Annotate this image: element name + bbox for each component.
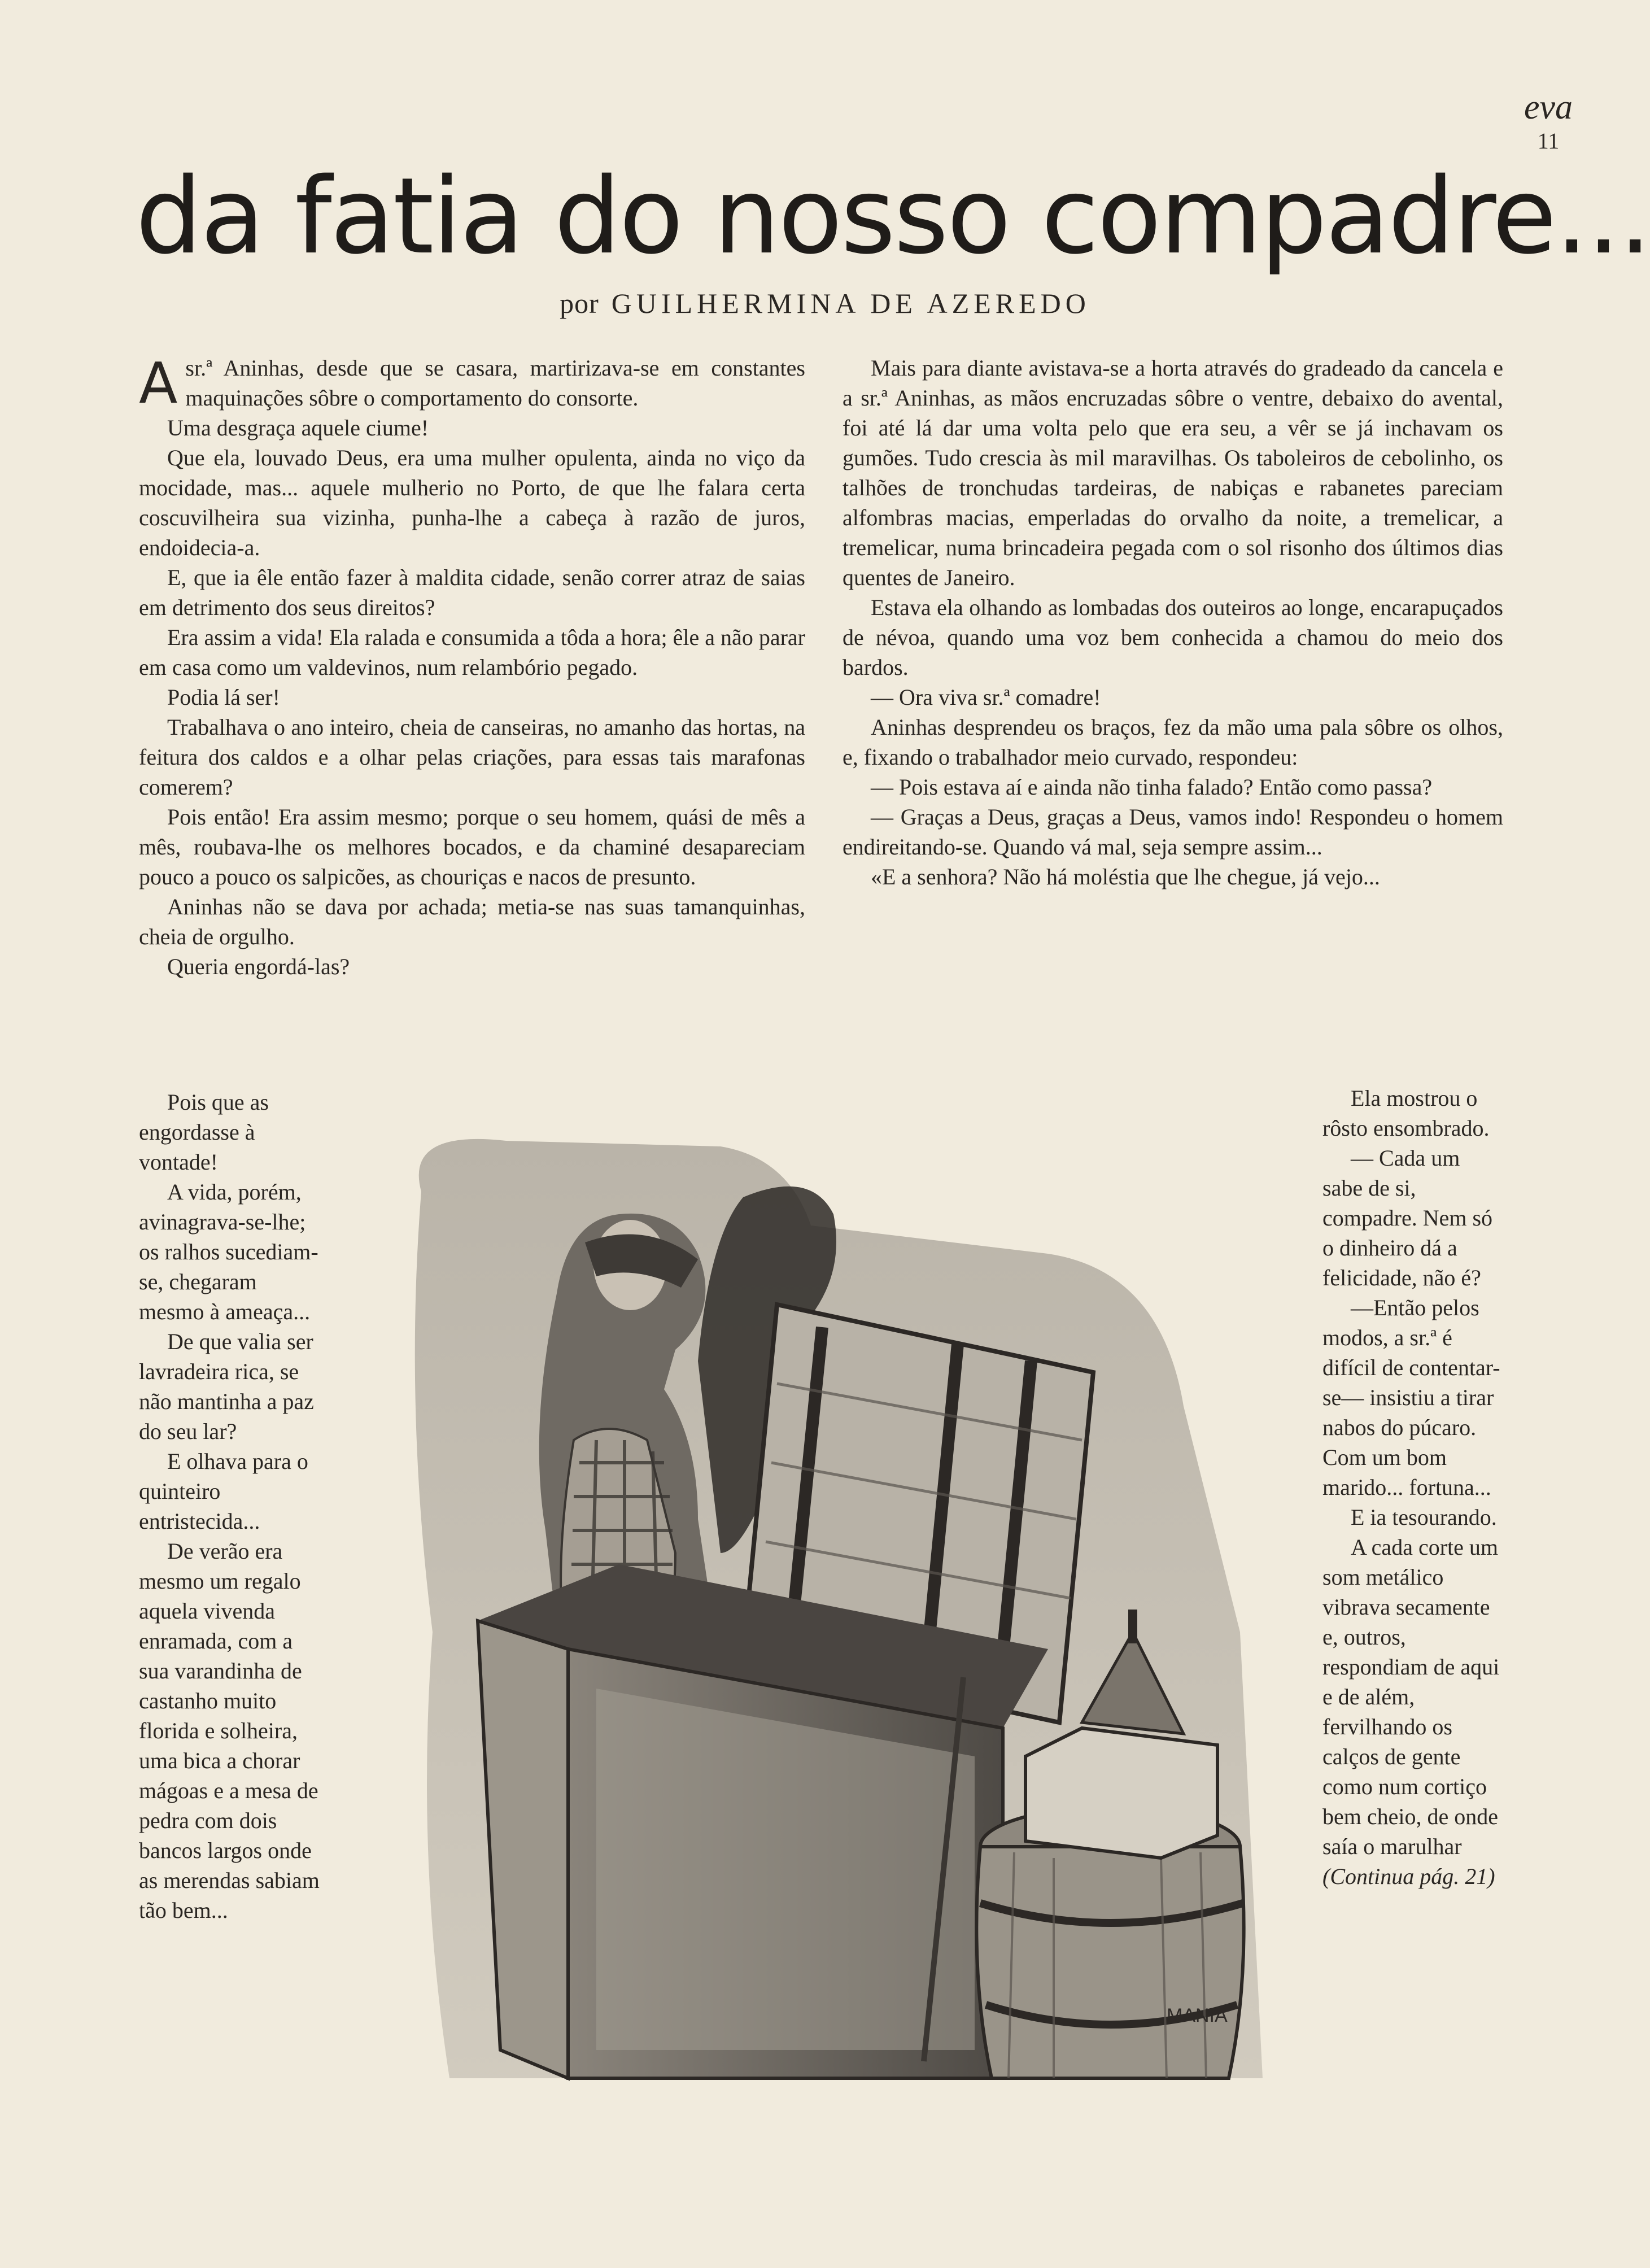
paragraph: E olhava para o quinteiro entristecida... xyxy=(139,1449,308,1534)
paragraph: — Ora viva sr.ª comadre! xyxy=(871,684,1101,710)
wooden-chest xyxy=(478,1564,1048,2078)
column-1-upper xyxy=(139,350,805,982)
drop-cap: A xyxy=(139,350,178,416)
paragraph: E ia tesourando. xyxy=(1351,1504,1497,1530)
column-1-narrow xyxy=(139,1087,320,1925)
paragraph: — Graças a Deus, graças a Deus, vamos indo! Respondeu o homem endireitando-se. Quando vá mal, seja sempre assim... xyxy=(843,804,1503,860)
continuation-note: (Continua pág. 21) xyxy=(1322,1864,1495,1889)
author-name: GUILHERMINA DE AZEREDO xyxy=(611,287,1090,319)
paragraph: «E a senhora? Não há moléstia que lhe chegue, já vejo... xyxy=(871,864,1380,889)
paragraph: Podia lá ser! xyxy=(167,684,280,710)
column-2-upper xyxy=(843,353,1503,892)
magazine-name: eva xyxy=(1524,88,1573,127)
paragraph: Trabalhava o ano inteiro, cheia de canseiras, no amanho das hortas, na feitura dos caldos e a olhar pelas criações, para essas tais marafonas comerem? xyxy=(139,714,805,800)
paragraph: Uma desgraça aquele ciume! xyxy=(167,415,429,440)
paragraph: Que ela, louvado Deus, era uma mulher opulenta, ainda no viço da mocidade, mas... aquele mulherio no Porto, de que lhe falara certa coscuvilheira sua vizinha, punha-lhe a cabeça à razão de juros, endoidecia-a. xyxy=(139,445,805,560)
paragraph: Era assim a vida! Ela ralada e consumida a tôda a hora; êle a não parar em casa como um valdevinos, num relambório pegado. xyxy=(139,625,805,680)
paragraph: — Cada um sabe de si, compadre. Nem só o dinheiro dá a felicidade, não é? xyxy=(1322,1145,1493,1290)
paragraph: Mais para diante avistava-se a horta através do gradeado da cancela e a sr.ª Aninhas, as mãos encruzadas sôbre o ventre, debaixo do avental, foi até lá dar uma volta pelo que era seu, a vêr se já inchavam os gumões. Tudo crescia às mil maravilhas. Os taboleiros de cebolinho, os talhões de tronchudas tardeiras, de nabiças e rabanetes pareciam alfombras macias, emperladas do orvalho da noite, a tremelicar, a tremelicar, numa brincadeira pegada com o sol risonho dos últimos dias quentes de Janeiro. xyxy=(843,355,1503,590)
illustration xyxy=(382,1124,1285,2090)
paragraph: De que valia ser lavradeira rica, se não mantinha a paz do seu lar? xyxy=(139,1329,314,1444)
paragraph: De verão era mesmo um regalo aquela vivenda enramada, com a sua varandinha de castanho muito florida e solheira, uma bica a chorar mágoas e a mesa de pedra com dois bancos largos onde as merendas sabiam tão bem... xyxy=(139,1538,320,1923)
paragraph-text: A cada corte um som metálico vibrava secamente e, outros, respondiam de aqui e de além, fervilhando os calços de gente como num cortiço bem cheio, de onde saía o marulhar xyxy=(1322,1534,1500,1859)
byline-prefix: por xyxy=(560,287,599,319)
artist-signature: MANIA xyxy=(1167,2005,1228,2026)
paragraph: Queria engordá-las? xyxy=(167,954,350,979)
paragraph: Aninhas não se dava por achada; metia-se nas suas tamanquinhas, cheia de orgulho. xyxy=(139,894,805,949)
paragraph: —Então pelos modos, a sr.ª é difícil de contentar-se— insistiu a tirar nabos do púcaro. Com um bom marido... fortuna... xyxy=(1322,1295,1500,1500)
article-title: da fatia do nosso compadre... xyxy=(136,155,1650,277)
paragraph: — Pois estava aí e ainda não tinha falado? Então como passa? xyxy=(871,774,1433,800)
paragraph: A vida, porém, avinagrava-se-lhe; os ralhos sucediam-se, chegaram mesmo à ameaça... xyxy=(139,1179,318,1324)
paragraph: Aninhas desprendeu os braços, fez da mão uma pala sôbre os olhos, e, fixando o trabalhador meio curvado, respondeu: xyxy=(843,714,1503,770)
paragraph: Estava ela olhando as lombadas dos outeiros ao longe, encarapuçados de névoa, quando uma voz bem conhecida a chamou do meio dos bardos. xyxy=(843,595,1503,680)
first-paragraph-text: sr.ª Aninhas, desde que se casara, martirizava-se em constantes maquinações sôbre o comportamento do consorte. xyxy=(185,355,805,411)
page-number: 11 xyxy=(1537,128,1560,154)
paragraph xyxy=(1322,1532,1504,1891)
column-2-narrow xyxy=(1322,1083,1504,1891)
byline xyxy=(0,287,1650,320)
paragraph: Pois que as engordasse à vontade! xyxy=(139,1089,269,1175)
paragraph: Pois então! Era assim mesmo; porque o seu homem, quási de mês a mês, roubava-lhe os melhores bocados, e da chaminé desapareciam pouco a pouco os salpicões, as chouriças e nacos de presunto. xyxy=(139,804,805,889)
paragraph: Ela mostrou o rôsto ensombrado. xyxy=(1322,1085,1490,1141)
paragraph: E, que ia êle então fazer à maldita cidade, senão correr atraz de saias em detrimento dos seus direitos? xyxy=(139,565,805,620)
first-paragraph xyxy=(139,350,805,416)
